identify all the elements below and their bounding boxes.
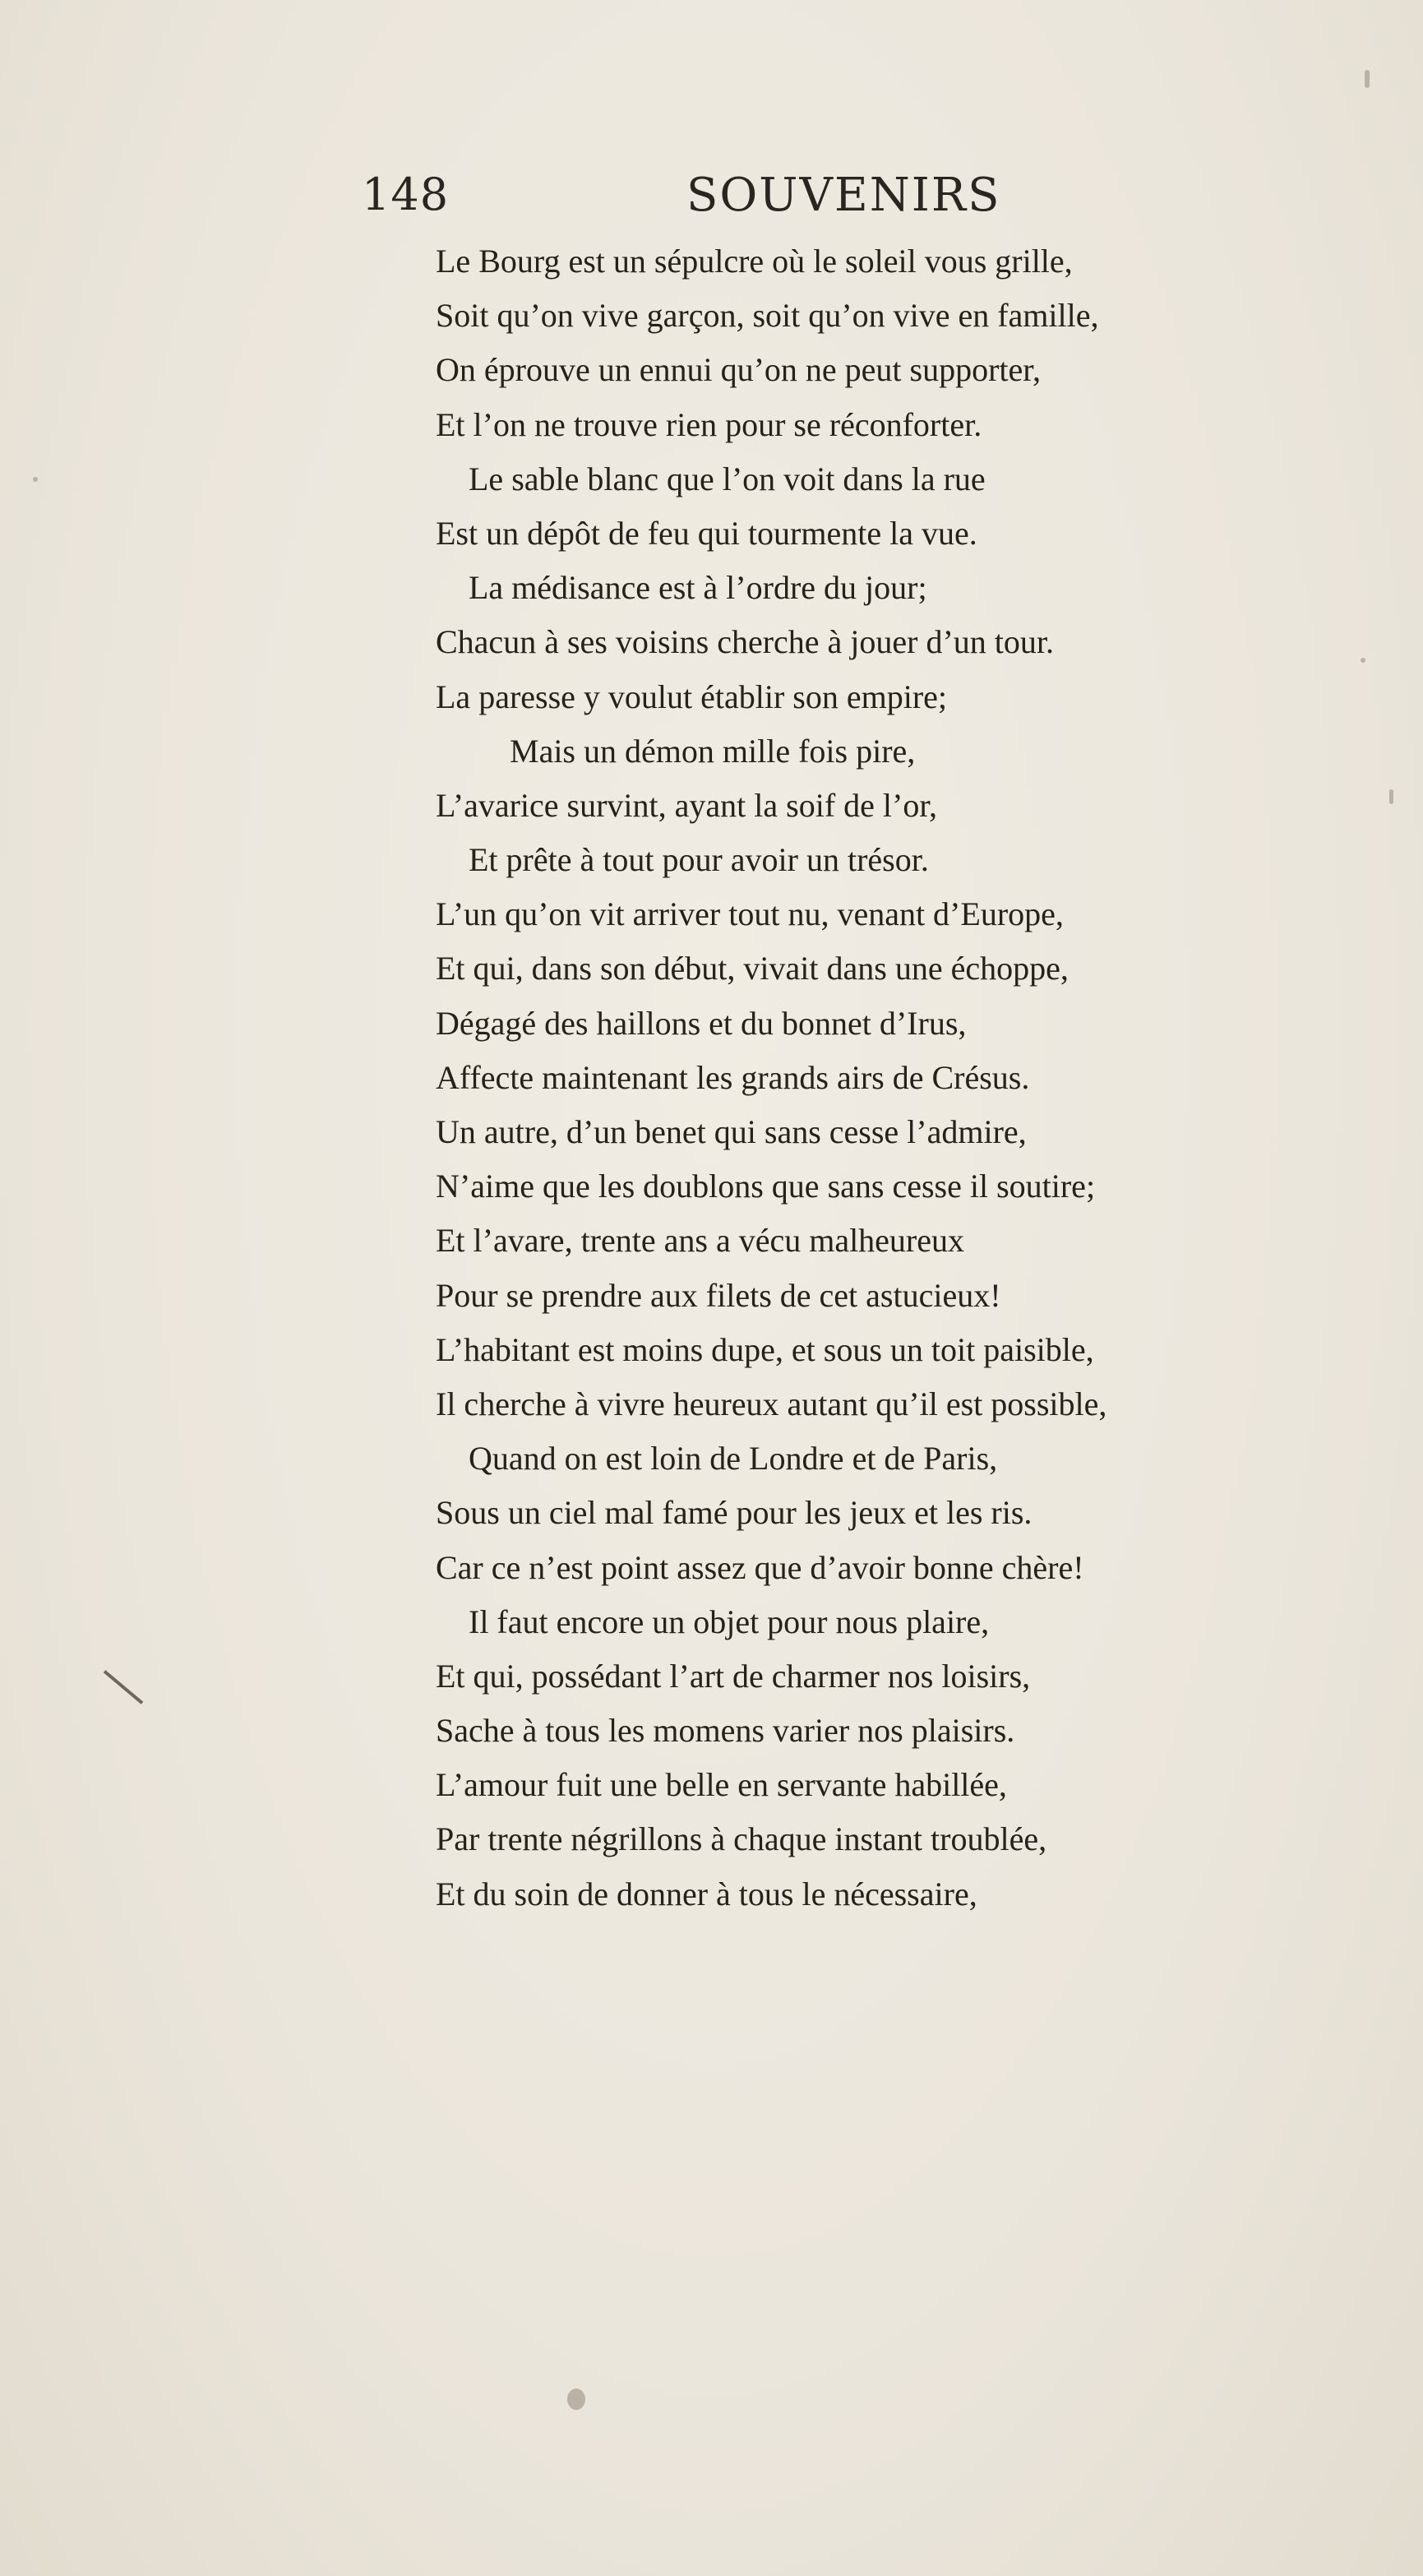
verse-line: Et du soin de donner à tous le nécessaire, <box>436 1875 977 1912</box>
verse-block <box>436 234 1307 1922</box>
paper-speck <box>1389 789 1393 804</box>
verse-line: Chacun à ses voisins cherche à jouer d’un tour. <box>436 623 1055 661</box>
paper-mark <box>104 1670 144 1704</box>
verse-line: Et qui, possédant l’art de charmer nos loisirs, <box>436 1657 1031 1695</box>
page-number: 148 <box>362 169 450 220</box>
paper-speck <box>1361 658 1365 663</box>
verse-line: Un autre, d’un benet qui sans cesse l’admire, <box>436 1113 1027 1150</box>
running-head: SOUVENIRS <box>686 169 1001 222</box>
paper-speck <box>567 2389 585 2410</box>
verse-line: Quand on est loin de Londre et de Paris, <box>469 1440 998 1478</box>
verse-line: Il faut encore un objet pour nous plaire, <box>469 1602 990 1640</box>
verse-line: L’avarice survint, ayant la soif de l’or, <box>436 786 938 824</box>
verse-line: Le Bourg est un sépulcre où le soleil vous grille, <box>436 243 1073 280</box>
verse-line: On éprouve un ennui qu’on ne peut supporter, <box>436 351 1041 389</box>
verse-line: Soit qu’on vive garçon, soit qu’on vive en famille, <box>436 297 1099 335</box>
verse-line: Dégagé des haillons et du bonnet d’Irus, <box>436 1004 967 1042</box>
verse-line: Et l’avare, trente ans a vécu malheureux <box>436 1222 965 1260</box>
verse-line: Le sable blanc que l’on voit dans la rue <box>469 460 986 497</box>
verse-line: Et qui, dans son début, vivait dans une échoppe, <box>436 950 1069 987</box>
paper-speck <box>1365 70 1370 88</box>
verse-line: Sache à tous les momens varier nos plaisirs. <box>436 1712 1015 1750</box>
paper-speck <box>33 477 38 482</box>
verse-line: Pour se prendre aux filets de cet astucieux! <box>436 1276 1001 1314</box>
verse-line: L’un qu’on vit arriver tout nu, venant d’Europe, <box>436 895 1064 933</box>
verse-line: Est un dépôt de feu qui tourmente la vue. <box>436 514 977 552</box>
page-header <box>362 169 1003 226</box>
verse-line: Car ce n’est point assez que d’avoir bonne chère! <box>436 1548 1084 1586</box>
verse-line: L’habitant est moins dupe, et sous un toit paisible, <box>436 1330 1094 1368</box>
verse-line: Par trente négrillons à chaque instant troublée, <box>436 1820 1047 1858</box>
verse-line: Sous un ciel mal famé pour les jeux et les ris. <box>436 1494 1033 1532</box>
verse-line: Et prête à tout pour avoir un trésor. <box>469 841 929 879</box>
verse-line: La paresse y voulut établir son empire; <box>436 678 948 715</box>
verse-line: Et l’on ne trouve rien pour se réconforter. <box>436 405 982 443</box>
verse-line: La médisance est à l’ordre du jour; <box>469 569 927 607</box>
verse-line: L’amour fuit une belle en servante habillée, <box>436 1766 1007 1804</box>
verse-line: Il cherche à vivre heureux autant qu’il est possible, <box>436 1385 1107 1422</box>
verse-line: Mais un démon mille fois pire, <box>510 732 916 770</box>
verse-line: Affecte maintenant les grands airs de Crésus. <box>436 1058 1030 1096</box>
verse-line: N’aime que les doublons que sans cesse il soutire; <box>436 1168 1096 1205</box>
